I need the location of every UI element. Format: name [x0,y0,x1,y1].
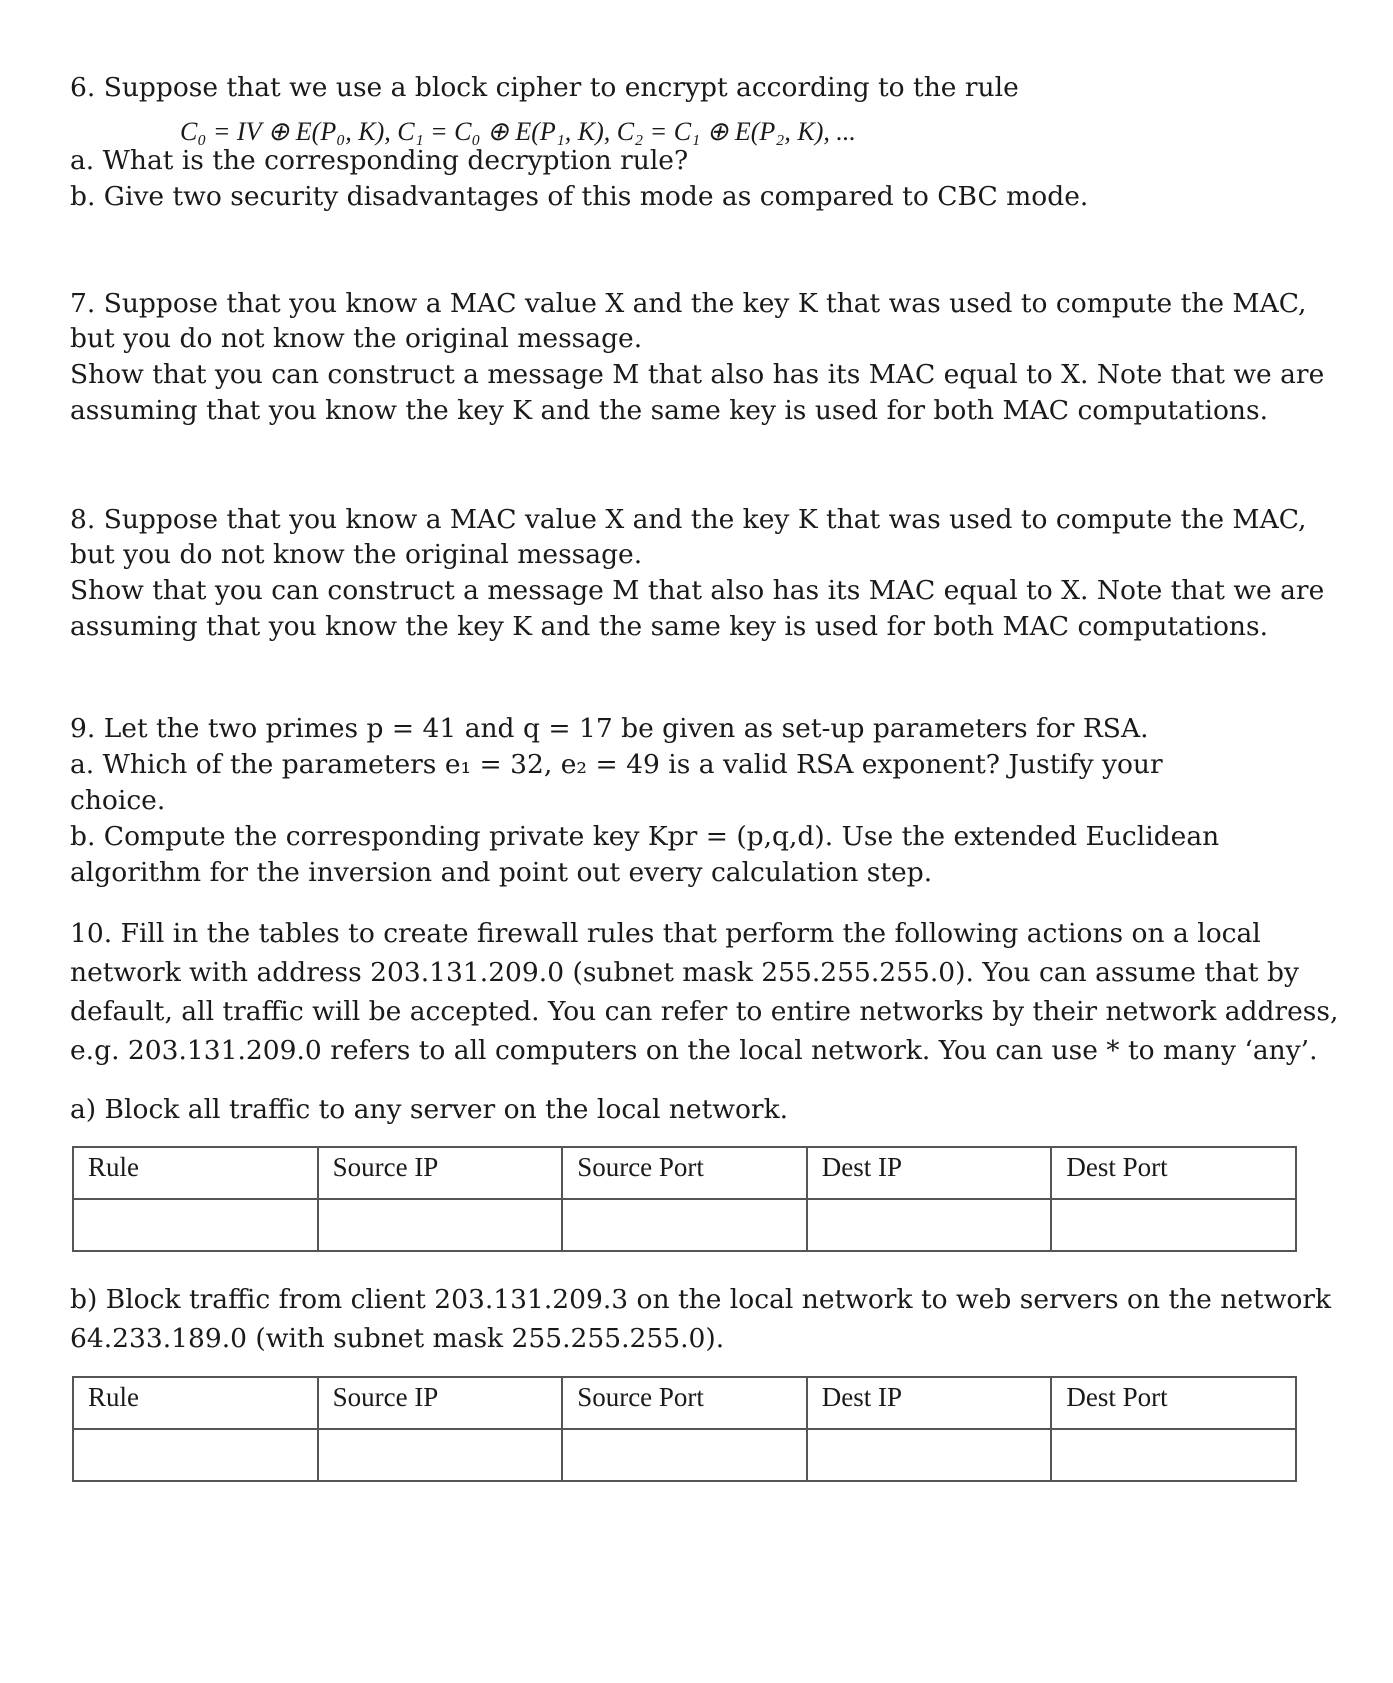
cell-rule[interactable] [73,1199,318,1251]
q10-line-1: 10. Fill in the tables to create firewall rules that perform the following actions on a local [70,918,1261,949]
q8-line-3: Show that you can construct a message M that also has its MAC equal to X. Note that we are [70,575,1325,606]
firewall-table-b [72,1376,1297,1482]
header-dest-port: Dest Port [1051,1377,1296,1429]
table-row [73,1429,1296,1481]
header-rule: Rule [73,1377,318,1429]
q10-part-b-line-1: b) Block traffic from client 203.131.209.3 on the local network to web servers on the network [70,1284,1332,1315]
table-row [73,1199,1296,1251]
q10-part-b-line-2: 64.233.189.0 (with subnet mask 255.255.255.0). [70,1323,725,1354]
q7-line-2: but you do not know the original message. [70,323,643,354]
q8-line-4: assuming that you know the key K and the same key is used for both MAC computations. [70,611,1269,642]
cell-source-port[interactable] [562,1199,807,1251]
table-header-row [73,1377,1296,1429]
cell-rule[interactable] [73,1429,318,1481]
header-source-ip: Source IP [318,1377,563,1429]
q6-line-1: 6. Suppose that we use a block cipher to encrypt according to the rule [70,72,1019,103]
header-dest-ip: Dest IP [807,1377,1052,1429]
q8-line-1: 8. Suppose that you know a MAC value X and the key K that was used to compute the MAC, [70,504,1307,535]
q7-line-4: assuming that you know the key K and the same key is used for both MAC computations. [70,395,1269,426]
q7-line-1: 7. Suppose that you know a MAC value X and the key K that was used to compute the MAC, [70,288,1307,319]
cell-dest-ip[interactable] [807,1429,1052,1481]
header-source-port: Source Port [562,1377,807,1429]
q6-formula: C₀ = IV ⊕ E(P₀, K), C₁ = C₀ ⊕ E(P₁, K), C₂ = C₁ ⊕ E(P₂, K), ... [180,117,856,146]
cell-dest-port[interactable] [1051,1199,1296,1251]
q10-part-a: a) Block all traffic to any server on the local network. [70,1094,789,1125]
cell-source-port[interactable] [562,1429,807,1481]
header-dest-port: Dest Port [1051,1147,1296,1199]
q9-line-1: 9. Let the two primes p = 41 and q = 17 be given as set-up parameters for RSA. [70,713,1149,744]
cell-source-ip[interactable] [318,1429,563,1481]
q9-line-5: algorithm for the inversion and point out every calculation step. [70,857,933,888]
header-source-ip: Source IP [318,1147,563,1199]
q8-line-2: but you do not know the original message. [70,539,643,570]
q6-part-a: a. What is the corresponding decryption rule? [70,145,689,176]
q9-line-2: a. Which of the parameters e₁ = 32, e₂ = 49 is a valid RSA exponent? Justify your [70,749,1163,780]
cell-source-ip[interactable] [318,1199,563,1251]
header-dest-ip: Dest IP [807,1147,1052,1199]
header-rule: Rule [73,1147,318,1199]
q6-part-b: b. Give two security disadvantages of this mode as compared to CBC mode. [70,181,1089,212]
q9-line-4: b. Compute the corresponding private key Kpr = (p,q,d). Use the extended Euclidean [70,821,1220,852]
header-source-port: Source Port [562,1147,807,1199]
q9-line-3: choice. [70,785,166,816]
q10-line-4: e.g. 203.131.209.0 refers to all computers on the local network. You can use * to many ‘any’. [70,1035,1318,1066]
cell-dest-ip[interactable] [807,1199,1052,1251]
q10-line-2: network with address 203.131.209.0 (subnet mask 255.255.255.0). You can assume that by [70,957,1299,988]
q7-line-3: Show that you can construct a message M that also has its MAC equal to X. Note that we are [70,359,1325,390]
firewall-table-a [72,1146,1297,1252]
cell-dest-port[interactable] [1051,1429,1296,1481]
table-header-row [73,1147,1296,1199]
q10-line-3: default, all traffic will be accepted. You can refer to entire networks by their network address, [70,996,1339,1027]
